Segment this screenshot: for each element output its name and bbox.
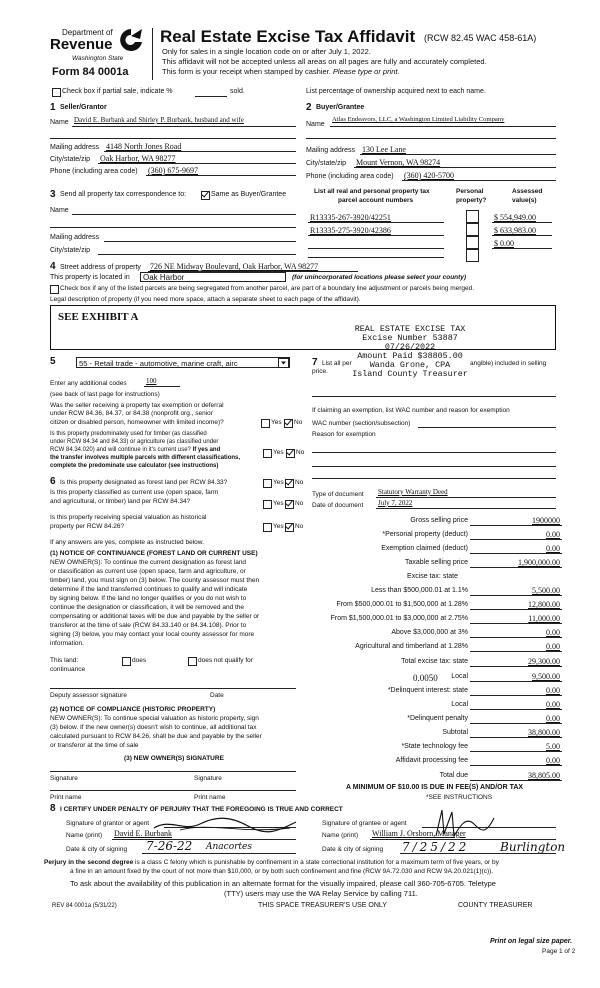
form-number: Form 84 0001a — [52, 66, 129, 78]
notice-continuance-heading: (1) NOTICE OF CONTINUANCE (FOREST LAND OR CURRENT USE) — [50, 550, 258, 557]
seller-city-value[interactable]: Oak Harbor, WA 98277 — [100, 154, 176, 163]
dept-line: Department of — [62, 28, 113, 37]
revenue-logo-icon — [118, 27, 144, 55]
seller-city-label: City/state/zip — [50, 156, 91, 163]
timber-no-checkbox[interactable] — [286, 449, 295, 458]
section-7-line-1b: angible) included in selling — [470, 360, 547, 367]
page-number: Page 1 of 2 — [542, 948, 576, 955]
tax-row-label: From $1,500,000.01 to $3,000,000 at 2.75% — [330, 615, 468, 622]
additional-codes-value[interactable]: 100 — [146, 377, 157, 385]
personal-head-1: Personal — [456, 188, 484, 195]
no-label: No — [295, 523, 304, 530]
notice-continuance-line: NEW OWNER(S): To continue the current designation as forest land — [50, 559, 247, 566]
this-land-label: This land: — [50, 657, 79, 664]
section-3-number: 3 — [50, 189, 56, 200]
document-date-value[interactable]: July 7, 2022 — [378, 499, 413, 507]
see-instructions-note: *SEE INSTRUCTIONS — [426, 794, 493, 801]
tax-row-label: Local — [451, 673, 468, 680]
assessed-head-2: value(s) — [512, 197, 537, 204]
timber-yes-checkbox[interactable] — [263, 449, 272, 458]
tax-row-value[interactable]: 11,000.00 — [528, 614, 560, 623]
partial-sale-checkbox[interactable] — [52, 88, 61, 97]
grantee-date-city-label: Date & city of signing — [322, 846, 384, 853]
notice-compliance-line: NEW OWNER(S): To continue special valuation as historic property, sign — [50, 715, 259, 722]
stamp-line-6: Island County Treasurer — [352, 369, 468, 379]
assessed-value[interactable]: $ 0.00 — [494, 239, 514, 248]
grantee-date-value[interactable]: 7/25/22 — [402, 840, 470, 854]
buyer-phone-label: Phone (including area code) — [306, 173, 394, 180]
stamp-line-5: Wanda Grone, CPA — [369, 360, 451, 370]
tax-row-value[interactable]: 0.00 — [546, 756, 560, 765]
section-2-number: 2 — [306, 102, 312, 113]
tax-row-label: Total due — [439, 772, 468, 779]
segregated-label: Check box if any of the listed parcels are being segregated from another parcel, are part of a boundary line adjustment or parcels being merged. — [60, 285, 475, 292]
does-not-label: does not qualify for — [198, 657, 253, 664]
no-label: No — [295, 500, 304, 507]
tax-row-value[interactable]: 0.00 — [546, 530, 560, 539]
seller-mail-value[interactable]: 4148 North Jones Road — [106, 142, 182, 151]
chevron-down-icon[interactable] — [278, 358, 289, 368]
document-date-label: Date of document — [312, 502, 364, 509]
parcel-number[interactable]: R13335-275-3920/42386 — [310, 226, 391, 235]
dept-name: Revenue — [50, 36, 113, 53]
assessed-value[interactable]: $ 633,983.00 — [494, 226, 536, 235]
tax-row-value[interactable]: 0.00 — [546, 686, 560, 695]
perjury-line-2: a fine in an amount fixed by the court of not more than $10,000, or by both such confinement and fine (RCW 9A.72.030 and RCW 9A.20.021(1)(c)). — [70, 868, 494, 875]
local-rate-value: 0.0050 — [413, 673, 438, 683]
personal-property-checkbox[interactable] — [466, 236, 479, 249]
exemption-claim-label: If claiming an exemption, list WAC number and reason for exemption — [312, 407, 510, 414]
tax-row-label: *Delinquent interest: state — [387, 687, 468, 694]
stamp-line-1: REAL ESTATE EXCISE TAX — [354, 324, 466, 334]
tax-row-value[interactable]: 38,800.00 — [528, 728, 560, 737]
yes-label: Yes — [273, 449, 284, 456]
tax-row-value[interactable]: 29,300.00 — [528, 657, 560, 666]
correspondence-mail-label: Mailing address — [50, 234, 100, 241]
tax-row-label: Affidavit processing fee — [395, 757, 468, 764]
notice-continuance-line: by signing below. If the land no longer qualifies or you do not wish to — [50, 595, 247, 602]
minimum-due-note: A MINIMUM OF $10.00 IS DUE IN FEE(S) AND/OR TAX — [346, 784, 524, 791]
notice-continuance-line: information. — [50, 640, 84, 647]
street-address-label: Street address of property — [60, 264, 141, 271]
yes-label: Yes — [271, 419, 282, 426]
seller-name-value[interactable]: David E. Burbank and Shirley P. Burbank, husband and wife — [74, 116, 244, 124]
yes-label: Yes — [273, 500, 284, 507]
correspondence-name-label: Name — [50, 207, 69, 214]
buyer-city-value[interactable]: Mount Vernon, WA 98274 — [356, 158, 441, 167]
list-percentage-note: List percentage of ownership acquired next to each name. — [306, 88, 486, 95]
see-back-note: (see back of last page for instructions) — [50, 391, 160, 398]
land-use-select[interactable]: 55 - Retail trade - automotive, marine craft, airc — [76, 357, 290, 368]
buyer-heading: Buyer/Grantee — [316, 104, 365, 111]
form-rcw: (RCW 82.45 WAC 458-61A) — [424, 33, 537, 43]
assessed-value[interactable]: $ 554,949.00 — [494, 213, 536, 222]
grantee-name-label: Name (print) — [322, 832, 359, 839]
grantee-signature-label: Signature of grantee or agent — [322, 820, 407, 827]
owner-signature-label: Signature — [50, 775, 78, 782]
no-label: No — [295, 479, 304, 486]
forest-land-q: Is this property designated as forest land per RCW 84.33? — [60, 479, 228, 486]
parcel-head-2: parcel account numbers — [338, 197, 414, 204]
treasurer-use-only: THIS SPACE TREASURER'S USE ONLY — [258, 902, 387, 909]
timber-q-1: Is this property predominately used for timber (as classified — [50, 431, 207, 437]
yes-label: Yes — [273, 479, 284, 486]
current-use-q-1: Is this property classified as current use (open space, farm — [50, 489, 219, 496]
perjury-line-1: Perjury in the second degree is a class C felony which is punishable by confinement in a state correctional institution for a maximum term of five years, or by — [44, 859, 499, 866]
owner-print-name-label-2: Print name — [194, 794, 226, 801]
tax-row-label: Total excise tax: state — [401, 658, 468, 665]
located-in-label: This property is located in — [50, 274, 130, 281]
timber-q-2: under RCW 84.34 and 84.33) or agriculture (as classified under — [50, 439, 219, 445]
exemption-q-1: Was the seller receiving a property tax exemption or deferral — [50, 402, 224, 409]
tax-row-label: Gross selling price — [410, 517, 468, 524]
forest-no-checkbox[interactable] — [285, 479, 294, 488]
personal-head-2: property? — [456, 197, 487, 204]
tax-row-label: Local — [451, 701, 468, 708]
section-1-number: 1 — [50, 102, 56, 113]
notice-continuance-line: continue the designation or classification, it will be removed and the — [50, 604, 245, 611]
notice-continuance-line: timber) land, you must sign on (3) below. The county assessor must then — [50, 577, 260, 584]
timber-q-4: the transfer involves multiple parcels with different classifications, — [50, 455, 241, 461]
timber-q-3: RCW 84.34.020) and will continue in it's current use? If yes and — [50, 447, 221, 453]
header-note-3: This form is your receipt when stamped by cashier. Please type or print. — [162, 67, 400, 76]
partial-sale-label: Check box if partial sale, indicate % — [62, 88, 173, 95]
form-title: Real Estate Excise Tax Affidavit — [160, 27, 416, 46]
continuance-label: continuance — [50, 666, 86, 673]
uninc-note: (for unincorporated locations please select your county) — [292, 274, 467, 281]
notice-continuance-line: compensating or additional taxes will be due and payable by the seller or — [50, 613, 260, 620]
legal-description-label: Legal description of property (if you need more space, attach a separate sheet to each page of the affidavit). — [50, 296, 361, 303]
historic-q-2: property per RCW 84.26? — [50, 523, 125, 530]
tax-row-label: Exemption claimed (deduct) — [381, 545, 468, 552]
document-type-label: Type of document — [312, 491, 364, 498]
notice-continuance-line: signing (3) below, you may contact your local county assessor for more — [50, 631, 255, 638]
current-use-q-2: and agricultural, or timber) land per RCW 84.34? — [50, 498, 191, 505]
deputy-assessor-label: Deputy assessor signature — [50, 692, 127, 699]
tax-row-label: *Delinquent penalty — [407, 715, 468, 722]
tax-row-value[interactable]: 0.00 — [546, 700, 560, 709]
historic-yes-checkbox[interactable] — [263, 523, 272, 532]
stamp-line-2: Excise Number 53887 — [362, 333, 458, 343]
same-as-buyer-checkbox[interactable] — [201, 191, 210, 200]
section-8-number: 8 — [50, 803, 56, 814]
exemption-reason-label: Reason for exemption — [312, 431, 376, 438]
historic-q-1: Is this property receiving special valuation as historical — [50, 514, 207, 521]
notice-continuance-line: transferor at the time of sale (RCW 84.33.140 or 84.34.108). Prior to — [50, 622, 247, 629]
dept-state: Washington State — [72, 55, 124, 62]
seller-heading: Seller/Grantor — [60, 104, 107, 111]
tax-row-value[interactable]: 9,500.00 — [532, 672, 560, 681]
does-checkbox[interactable] — [122, 657, 131, 666]
certify-statement: I CERTIFY UNDER PENALTY OF PERJURY THAT THE FOREGOING IS TRUE AND CORRECT — [60, 806, 343, 813]
section-4-number: 4 — [50, 261, 56, 272]
exemption-q-3: citizen or disabled person, homeowner with limited income)? — [50, 419, 224, 426]
exemption-yes-checkbox[interactable] — [261, 419, 270, 428]
tax-row-value[interactable]: 0.00 — [546, 544, 560, 553]
legal-paper-note: Print on legal size paper. — [490, 938, 573, 945]
grantor-name-label: Name (print) — [66, 832, 103, 839]
segregated-checkbox[interactable] — [50, 285, 59, 294]
tax-row-label: Above $3,000,000 at 3% — [391, 629, 468, 636]
tax-row-label: *Personal property (deduct) — [382, 531, 468, 538]
tax-row-label: Taxable selling price — [404, 559, 468, 566]
tax-row-label: Less than $500,000.01 at 1.1% — [371, 587, 468, 594]
no-label: No — [296, 449, 305, 456]
assessed-head-1: Assessed — [512, 188, 543, 195]
location-select[interactable]: Oak Harbor — [140, 272, 286, 282]
seller-name-label: Name — [50, 119, 69, 126]
alt-format-line-1: To ask about the availability of this publication in an alternate format for the visually impaired, please call 360-705-6705. Teletype — [70, 879, 496, 888]
tax-row-value[interactable]: 0.00 — [546, 642, 560, 651]
additional-codes-label: Enter any additional codes — [50, 380, 127, 387]
personal-property-checkbox[interactable] — [466, 223, 479, 236]
notice-continuance-line: determine if the land transferred continues to qualify and will indicate — [50, 586, 248, 593]
partial-sale-sold: sold. — [230, 88, 245, 95]
tax-row-label: Subtotal — [442, 729, 468, 736]
header-note-1: Only for sales in a single location code on or after July 1, 2022. — [162, 47, 371, 56]
timber-q-5: complete the predominate use calculator (see instructions) — [50, 463, 219, 469]
section-7-number: 7 — [312, 357, 318, 368]
grantor-signature-label: Signature of grantor or agent — [66, 820, 150, 827]
parcel-number[interactable]: R13335-267-3920/42251 — [310, 213, 391, 222]
grantor-date-value[interactable]: 7-26-22 — [146, 839, 193, 853]
grantee-name-value[interactable]: William J. Orsborn, Manager — [372, 829, 466, 838]
correspondence-city-label: City/state/zip — [50, 247, 91, 254]
stamp-line-3: 07/26/2022 — [384, 342, 436, 352]
deputy-date-label: Date — [210, 692, 224, 699]
grantor-signature-icon — [150, 812, 300, 836]
section-7-line-2: price. — [312, 368, 328, 375]
exemption-q-2: under RCW 84.36, 84.37, or 84.38 (nonprofit org., senior — [50, 410, 213, 417]
new-owner-signature-heading: (3) NEW OWNER(S) SIGNATURE — [124, 755, 224, 762]
personal-property-checkbox[interactable] — [466, 249, 479, 262]
does-not-checkbox[interactable] — [188, 657, 197, 666]
section-3-label: Send all property tax correspondence to: — [60, 191, 187, 198]
seller-mail-label: Mailing address — [50, 144, 100, 151]
tax-row-value[interactable]: 5,500.00 — [532, 586, 560, 595]
historic-no-checkbox[interactable] — [285, 523, 294, 532]
notice-compliance-line: or transferor at the time of sale — [50, 742, 139, 749]
document-type-value[interactable]: Statutory Warranty Deed — [378, 488, 448, 496]
grantor-name-value[interactable]: David E. Burbank — [114, 829, 172, 838]
notice-compliance-line: (3) below. If the new owner(s) doesn't wish to continue, all additional tax — [50, 724, 257, 731]
yes-label: Yes — [273, 523, 284, 530]
grantor-date-city-label: Date & city of signing — [66, 846, 128, 853]
tax-row-label: From $500,000.01 to $1,500,000 at 1.28% — [336, 601, 468, 608]
alt-format-line-2: (TTY) users may use the WA Relay Service by calling 711. — [224, 889, 418, 898]
parcel-head-1: List all real and personal property tax — [314, 188, 430, 195]
buyer-name-value[interactable]: Atlas Endeavors, LLC, a Washington Limited Liability Company — [332, 116, 505, 123]
tax-row-value[interactable]: 1,900,000.00 — [518, 558, 560, 567]
grantee-city-value[interactable]: Burlington — [500, 840, 566, 854]
if-yes-note: If any answers are yes, complete as instructed below. — [50, 539, 204, 546]
does-label: does — [132, 657, 147, 664]
section-7-line-1a: List all per — [322, 360, 352, 367]
personal-property-checkbox[interactable] — [466, 210, 479, 223]
tax-row-value[interactable]: 38,805.00 — [528, 771, 560, 780]
section-5-number: 5 — [50, 356, 56, 367]
buyer-mail-value[interactable]: 130 Lee Lane — [362, 145, 406, 154]
buyer-phone-value[interactable]: (360) 420-5700 — [404, 171, 454, 180]
buyer-mail-label: Mailing address — [306, 147, 356, 154]
tax-row-label: *State technology fee — [401, 743, 468, 750]
section-6-number: 6 — [50, 476, 56, 487]
county-treasurer-label: COUNTY TREASURER — [458, 902, 533, 909]
same-as-buyer-label: Same as Buyer/Grantee — [211, 191, 287, 198]
tax-row-label: Excise tax: state — [407, 573, 458, 580]
no-label: No — [294, 419, 303, 426]
owner-print-name-label: Print name — [50, 794, 82, 801]
tax-row-value[interactable]: 5.00 — [546, 742, 560, 751]
current-use-yes-checkbox[interactable] — [263, 500, 272, 509]
wac-number-label: WAC number (section/subsection) — [312, 420, 411, 427]
notice-compliance-heading: (2) NOTICE OF COMPLIANCE (HISTORIC PROPERTY) — [50, 706, 216, 713]
grantor-city-value[interactable]: Anacortes — [206, 842, 252, 852]
buyer-city-label: City/state/zip — [306, 160, 347, 167]
seller-phone-label: Phone (including area code) — [50, 168, 138, 175]
revision-number: REV 84 0001a (5/31/22) — [52, 903, 117, 909]
tax-row-value[interactable]: 0.00 — [546, 628, 560, 637]
tax-row-label: Agricultural and timberland at 1.28% — [355, 643, 468, 650]
buyer-name-label: Name — [306, 121, 325, 128]
street-address-value[interactable]: 726 NE Midway Boulevard, Oak Harbor, WA 98277 — [150, 262, 319, 271]
header-note-2: This affidavit will not be accepted unless all areas on all pages are fully and accurately completed. — [162, 57, 487, 66]
tax-row-value[interactable]: 12,800.00 — [528, 600, 560, 609]
notice-compliance-line: calculated pursuant to RCW 84.26, shall be due and payable by the seller — [50, 733, 262, 740]
exemption-no-checkbox[interactable] — [284, 419, 293, 428]
notice-continuance-line: or classification as current use (open space, farm and agriculture, or — [50, 568, 246, 575]
forest-yes-checkbox[interactable] — [263, 479, 272, 488]
owner-signature-label-2: Signature — [194, 775, 222, 782]
stamp-line-4: Amount Paid $38805.00 — [357, 351, 463, 361]
seller-phone-value[interactable]: (360) 675-9697 — [148, 166, 198, 175]
tax-row-value[interactable]: 1900000 — [532, 516, 560, 525]
current-use-no-checkbox[interactable] — [285, 500, 294, 509]
tax-row-value[interactable]: 0.00 — [546, 714, 560, 723]
legal-description-text: SEE EXHIBIT A — [58, 311, 139, 323]
